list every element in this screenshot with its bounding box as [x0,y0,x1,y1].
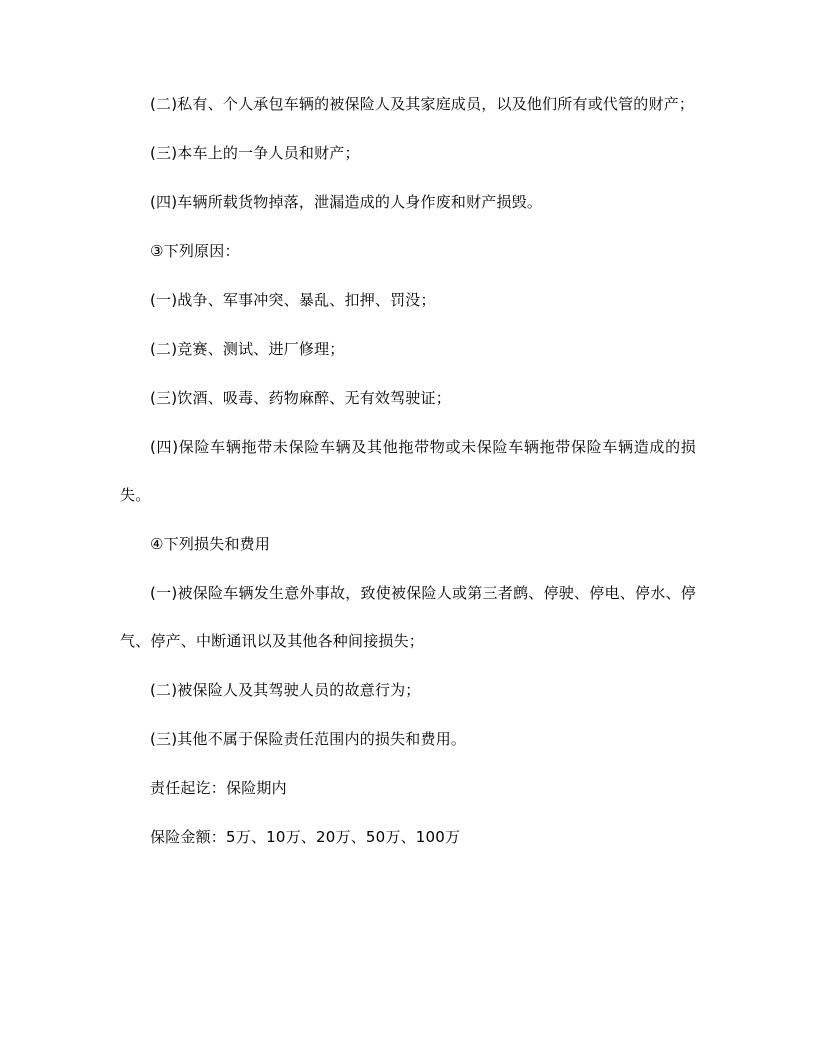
paragraph-cause-towing: (四)保险车辆拖带未保险车辆及其他拖带物或未保险车辆拖带保险车辆造成的损失。 [120,438,696,504]
paragraph-cause-alcohol: (三)饮酒、吸毒、药物麻醉、无有效驾驶证； [150,389,451,407]
document-body [120,92,696,874]
paragraph-cause-war: (一)战争、军事冲突、暴乱、扣押、罚没； [150,291,436,309]
paragraph-exclusion-family: (二)私有、个人承包车辆的被保险人及其家庭成员，以及他们所有或代管的财产； [150,95,695,113]
paragraph-insured-amount: 保险金额：5万、10万、20万、50万、100万 [150,828,461,846]
paragraph-coverage-period: 责任起讫：保险期内 [150,779,287,797]
paragraph-exclusion-cargo: (四)车辆所载货物掉落，泄漏造成的人身作废和财产损毁。 [150,193,543,211]
paragraph-cause-racing: (二)竞赛、测试、进厂修理； [150,340,345,358]
paragraph-loss-other: (三)其他不属于保险责任范围内的损失和费用。 [150,730,467,748]
section-heading-causes: ③下列原因： [150,242,240,260]
paragraph-exclusion-onboard: (三)本车上的一争人员和财产； [150,144,360,162]
section-heading-losses: ④下列损失和费用 [150,535,271,553]
paragraph-loss-intentional: (二)被保险人及其驾驶人员的故意行为； [150,681,421,699]
paragraph-loss-indirect: (一)被保险车辆发生意外事故，致使被保险人或第三者鹧、停驶、停电、停水、停气、停产、中断通讯以及其他各种间接损失； [120,584,696,650]
